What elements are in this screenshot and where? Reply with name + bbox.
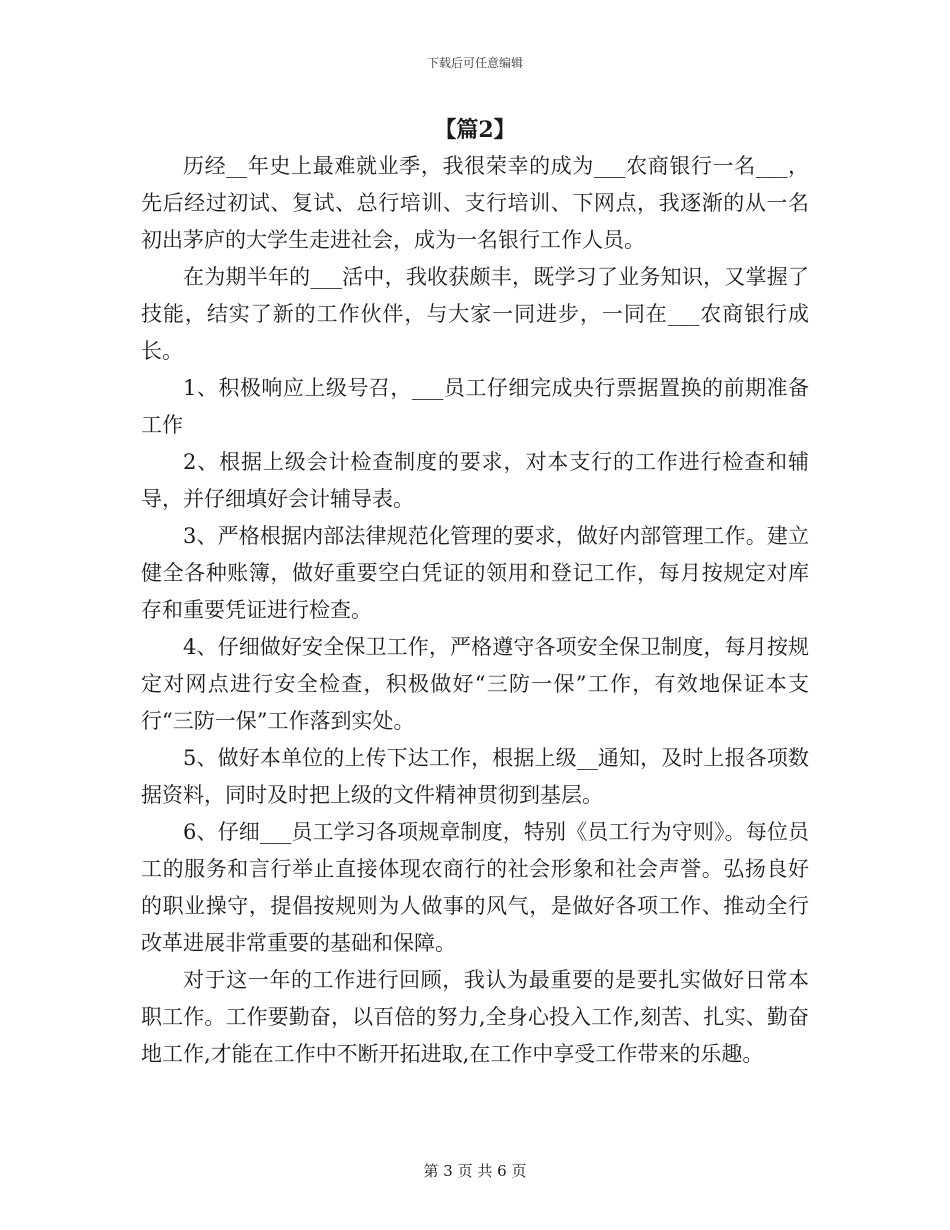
paragraph-item-5: 5、做好本单位的上传下达工作，根据上级__通知，及时上报各项数据资料，同时及时把上级的文件精神贯彻到基层。: [141, 746, 809, 807]
paragraph-item-2: 2、根据上级会计检查制度的要求，对本支行的工作进行检查和辅导，并仔细填好会计辅导表。: [141, 450, 809, 511]
paragraph-intro: 历经__年史上最难就业季，我很荣幸的成为___农商银行一名___，先后经过初试、复试、总行培训、支行培训、下网点，我逐渐的从一名初出茅庐的大学生走进社会，成为一名银行工作人员。: [141, 154, 809, 252]
paragraph-summary: 在为期半年的___活中，我收获颇丰，既学习了业务知识，又掌握了技能，结实了新的工作伙伴，与大家一同进步，一同在___农商银行成长。: [141, 265, 809, 363]
section-title: 【篇2】: [434, 117, 516, 143]
paragraph-item-4: 4、仔细做好安全保卫工作，严格遵守各项安全保卫制度，每月按规定对网点进行安全检查，积极做好“三防一保”工作，有效地保证本支行“三防一保”工作落到实处。: [141, 635, 809, 733]
page-number-footer: 第 3 页 共 6 页: [423, 1162, 527, 1180]
paragraph-item-3: 3、严格根据内部法律规范化管理的要求，做好内部管理工作。建立健全各种账簿，做好重要空白凭证的领用和登记工作，每月按规定对库存和重要凭证进行检查。: [141, 524, 809, 622]
paragraph-conclusion: 对于这一年的工作进行回顾，我认为最重要的是要扎实做好日常本职工作。工作要勤奋，以百倍的努力,全身心投入工作,刻苦、扎实、勤奋地工作,才能在工作中不断开拓进取,在工作中享受工作带来的乐趣。: [141, 968, 809, 1066]
header-note: 下载后可任意编辑: [426, 56, 523, 70]
paragraph-item-6: 6、仔细___员工学习各项规章制度，特别《员工行为守则》。每位员工的服务和言行举止直接体现农商行的社会形象和社会声誉。弘扬良好的职业操守，提倡按规则为人做事的风气，是做好各项工作、推动全行改革进展非常重要的基础和保障。: [141, 820, 809, 955]
document-body: [141, 112, 809, 1073]
paragraph-item-1: 1、积极响应上级号召，___员工仔细完成央行票据置换的前期准备工作: [141, 376, 809, 437]
